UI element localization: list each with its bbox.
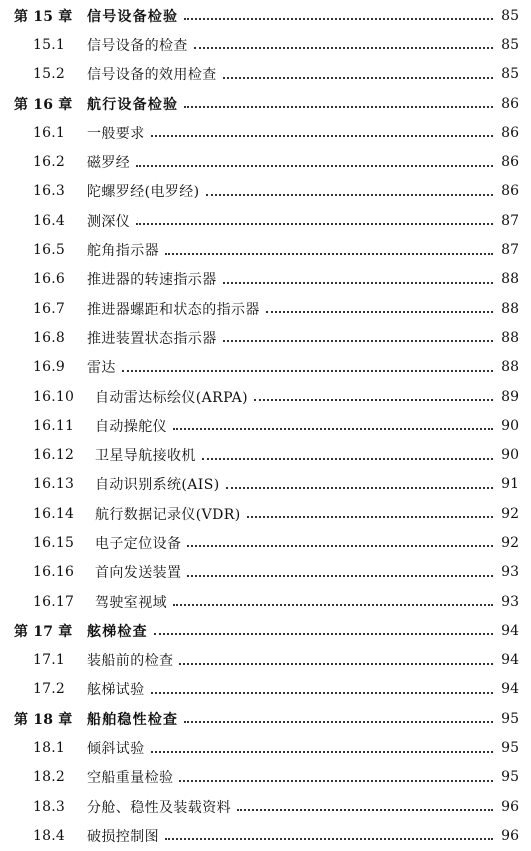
- section-title: 推进装置状态指示器: [87, 330, 217, 347]
- page-number: 92: [501, 534, 519, 551]
- section-title: 自动识别系统(AIS): [95, 477, 220, 494]
- page-number: 86: [501, 154, 519, 171]
- section-title: 破损控制图: [87, 828, 159, 845]
- page-number: 86: [501, 183, 519, 200]
- dot-leader: [136, 164, 493, 167]
- dot-leader: [151, 691, 493, 694]
- section-title: 推进器的转速指示器: [87, 272, 217, 289]
- page-number: 93: [501, 593, 519, 610]
- toc-section-entry[interactable]: [0, 60, 531, 89]
- dot-leader: [151, 750, 493, 753]
- page-number: 88: [501, 359, 519, 376]
- toc-section-entry[interactable]: [0, 733, 531, 762]
- dot-leader: [223, 76, 493, 79]
- section-title: 电子定位设备: [95, 535, 182, 552]
- section-title: 信号设备的检查: [87, 37, 188, 54]
- section-number: 16.3: [33, 183, 65, 200]
- section-number: 16.16: [33, 564, 75, 581]
- dot-leader: [194, 46, 493, 49]
- page-number: 92: [501, 505, 519, 522]
- chapter-title: 信号设备检验: [87, 8, 179, 25]
- dot-leader: [247, 515, 493, 518]
- toc-section-entry[interactable]: [0, 470, 531, 499]
- page-number: 86: [501, 95, 519, 112]
- toc-section-entry[interactable]: [0, 147, 531, 176]
- section-number: 17.1: [33, 652, 65, 669]
- toc-section-entry[interactable]: [0, 528, 531, 557]
- page-number: 91: [501, 476, 519, 493]
- section-title: 航行数据记录仪(VDR): [95, 506, 241, 523]
- page-number: 94: [501, 622, 519, 639]
- section-title: 倾斜试验: [87, 741, 145, 758]
- section-number: 16.12: [33, 447, 75, 464]
- dot-leader: [223, 281, 493, 284]
- toc-section-entry[interactable]: [0, 792, 531, 821]
- section-title: 推进器螺距和状态的指示器: [87, 301, 260, 318]
- toc-section-entry[interactable]: [0, 587, 531, 616]
- dot-leader: [151, 134, 493, 137]
- dot-leader: [202, 457, 493, 460]
- section-title: 驾驶室视域: [95, 594, 167, 611]
- section-title: 舵角指示器: [87, 243, 159, 260]
- toc-section-entry[interactable]: [0, 411, 531, 440]
- toc-section-entry[interactable]: [0, 323, 531, 352]
- toc-section-entry[interactable]: [0, 294, 531, 323]
- page-number: 85: [501, 36, 519, 53]
- section-title: 信号设备的效用检查: [87, 67, 217, 84]
- dot-leader: [122, 369, 493, 372]
- section-number: 15.2: [33, 66, 65, 83]
- toc-chapter-entry[interactable]: [0, 616, 531, 645]
- dot-leader: [179, 779, 493, 782]
- section-title: 舷梯试验: [87, 682, 145, 699]
- dot-leader: [187, 544, 493, 547]
- page-number: 88: [501, 271, 519, 288]
- toc-section-entry[interactable]: [0, 235, 531, 264]
- toc-section-entry[interactable]: [0, 382, 531, 411]
- dot-leader: [184, 105, 493, 108]
- toc-section-entry[interactable]: [0, 763, 531, 792]
- dot-leader: [254, 398, 493, 401]
- section-title: 分舱、稳性及装载资料: [87, 799, 231, 816]
- dot-leader: [165, 252, 493, 255]
- chapter-number: 第 15 章: [14, 8, 73, 25]
- dot-leader: [154, 632, 493, 635]
- section-number: 17.2: [33, 681, 65, 698]
- page-number: 95: [501, 710, 519, 727]
- section-title: 磁罗经: [87, 155, 131, 172]
- page-number: 96: [501, 827, 519, 844]
- section-number: 16.14: [33, 505, 75, 522]
- toc-section-entry[interactable]: [0, 821, 531, 850]
- page-number: 94: [501, 681, 519, 698]
- section-number: 16.4: [33, 212, 65, 229]
- section-number: 16.7: [33, 300, 65, 317]
- section-title: 自动雷达标绘仪(ARPA): [95, 389, 249, 406]
- page-number: 90: [501, 417, 519, 434]
- section-title: 一般要求: [87, 125, 145, 142]
- section-number: 16.5: [33, 242, 65, 259]
- toc-chapter-entry[interactable]: [0, 89, 531, 118]
- chapter-title: 船舶稳性检查: [87, 711, 179, 728]
- dot-leader: [165, 837, 493, 840]
- dot-leader: [226, 486, 493, 489]
- section-title: 空船重量检验: [87, 770, 174, 787]
- dot-leader: [187, 574, 493, 577]
- page-number: 95: [501, 740, 519, 757]
- chapter-number: 第 17 章: [14, 623, 73, 640]
- page-number: 85: [501, 66, 519, 83]
- section-number: 16.9: [33, 359, 65, 376]
- section-title: 自动操舵仪: [95, 418, 167, 435]
- dot-leader: [206, 193, 493, 196]
- page-number: 87: [501, 242, 519, 259]
- page-number: 96: [501, 798, 519, 815]
- toc-section-entry[interactable]: [0, 353, 531, 382]
- section-number: 16.8: [33, 329, 65, 346]
- dot-leader: [266, 310, 493, 313]
- section-number: 15.1: [33, 36, 65, 53]
- section-title: 装船前的检查: [87, 653, 174, 670]
- section-number: 16.10: [33, 388, 75, 405]
- section-number: 16.6: [33, 271, 65, 288]
- toc-chapter-entry[interactable]: [0, 1, 531, 30]
- section-title: 首向发送装置: [95, 565, 182, 582]
- toc-chapter-entry[interactable]: [0, 704, 531, 733]
- dot-leader: [184, 17, 493, 20]
- dot-leader: [136, 222, 493, 225]
- chapter-title: 航行设备检验: [87, 96, 179, 113]
- chapter-number: 第 16 章: [14, 96, 73, 113]
- toc-section-entry[interactable]: [0, 646, 531, 675]
- page-number: 95: [501, 769, 519, 786]
- toc-section-entry[interactable]: [0, 499, 531, 528]
- section-number: 18.1: [33, 740, 65, 757]
- section-title: 卫星导航接收机: [95, 448, 196, 465]
- page-number: 87: [501, 212, 519, 229]
- toc-section-entry[interactable]: [0, 440, 531, 469]
- chapter-number: 第 18 章: [14, 711, 73, 728]
- toc-section-entry[interactable]: [0, 118, 531, 147]
- section-number: 16.2: [33, 154, 65, 171]
- section-number: 18.2: [33, 769, 65, 786]
- toc-section-entry[interactable]: [0, 265, 531, 294]
- page-number: 88: [501, 329, 519, 346]
- section-number: 18.3: [33, 798, 65, 815]
- toc-section-entry[interactable]: [0, 558, 531, 587]
- section-number: 16.1: [33, 124, 65, 141]
- page-number: 89: [501, 388, 519, 405]
- section-title: 雷达: [87, 360, 116, 377]
- section-number: 16.13: [33, 476, 75, 493]
- dot-leader: [184, 720, 493, 723]
- page-number: 94: [501, 652, 519, 669]
- dot-leader: [179, 662, 493, 665]
- dot-leader: [173, 603, 493, 606]
- page-number: 93: [501, 564, 519, 581]
- toc-section-entry[interactable]: [0, 177, 531, 206]
- section-number: 16.11: [33, 417, 75, 434]
- section-title: 陀螺罗经(电罗经): [87, 184, 200, 201]
- dot-leader: [237, 808, 493, 811]
- section-number: 16.17: [33, 593, 75, 610]
- chapter-title: 舷梯检查: [87, 623, 148, 640]
- page-number: 90: [501, 447, 519, 464]
- page-number: 88: [501, 300, 519, 317]
- page-number: 85: [501, 7, 519, 24]
- section-number: 16.15: [33, 534, 75, 551]
- toc-section-entry[interactable]: [0, 675, 531, 704]
- toc-section-entry[interactable]: [0, 30, 531, 59]
- dot-leader: [223, 339, 493, 342]
- toc-section-entry[interactable]: [0, 206, 531, 235]
- page-number: 86: [501, 124, 519, 141]
- section-number: 18.4: [33, 827, 65, 844]
- dot-leader: [173, 427, 493, 430]
- section-title: 测深仪: [87, 213, 131, 230]
